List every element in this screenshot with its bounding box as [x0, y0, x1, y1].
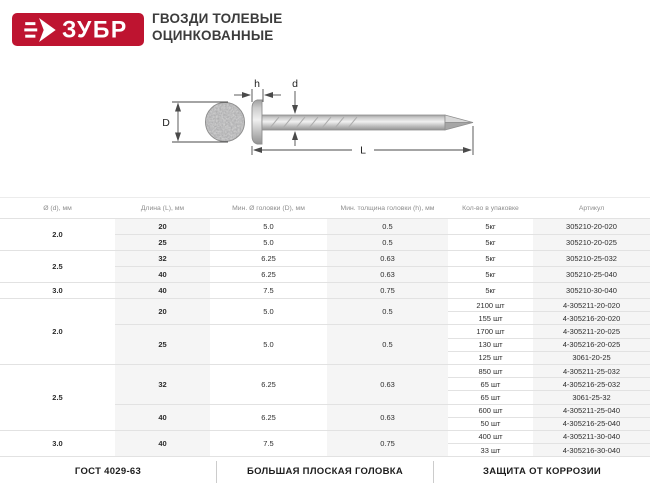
table-cell: 3.0 [0, 283, 115, 299]
dim-label-h: h [254, 78, 260, 90]
table-row [0, 283, 650, 299]
page-footer [0, 455, 650, 488]
column-header: Длина (L), мм [115, 198, 210, 219]
table-cell: 40 [115, 267, 210, 283]
table-cell: 5.0 [210, 299, 327, 325]
table-cell: 40 [115, 283, 210, 299]
table-cell: 4-305211-30-040 [533, 430, 650, 443]
table-cell: 2100 шт [448, 299, 533, 312]
table-cell: 4-305211-20-025 [533, 325, 650, 338]
table-cell: 5.0 [210, 219, 327, 235]
table-cell: 305210-25-040 [533, 267, 650, 283]
table-cell: 2.0 [0, 299, 115, 365]
table-cell: 32 [115, 364, 210, 404]
table-cell: 305210-20-025 [533, 235, 650, 251]
table-cell: 5кг [448, 219, 533, 235]
table-cell: 7.5 [210, 283, 327, 299]
table-cell: 5кг [448, 283, 533, 299]
table-cell: 4-305216-20-020 [533, 312, 650, 325]
table-cell: 4-305216-25-040 [533, 417, 650, 430]
footer-gost: ГОСТ 4029-63 [74, 466, 142, 477]
brand-logo [12, 13, 144, 46]
table-cell: 305210-20-020 [533, 219, 650, 235]
table-cell: 0.63 [327, 251, 448, 267]
table-cell: 4-305211-20-020 [533, 299, 650, 312]
table-cell: 4-305216-25-032 [533, 378, 650, 391]
column-header: Артикул [533, 198, 650, 219]
table-cell: 25 [115, 325, 210, 365]
table-cell: 0.5 [327, 219, 448, 235]
footer-corrosion: ЗАЩИТА ОТ КОРРОЗИИ [483, 466, 601, 477]
dim-label-D: D [162, 117, 170, 129]
brand-name: ЗУБР [62, 15, 128, 43]
page-title-line1: ГВОЗДИ ТОЛЕВЫЕ [152, 11, 283, 26]
table-cell: 4-305211-25-032 [533, 364, 650, 377]
column-header: Мин. Ø головки (D), мм [210, 198, 327, 219]
table-cell: 3061-25-32 [533, 391, 650, 404]
spec-table [0, 197, 650, 457]
table-cell: 3061-20-25 [533, 351, 650, 364]
table-cell: 2.5 [0, 364, 115, 430]
table-cell: 20 [115, 219, 210, 235]
spec-table-header-row [0, 198, 650, 219]
table-cell: 4-305211-25-040 [533, 404, 650, 417]
table-cell: 0.5 [327, 325, 448, 365]
dim-label-d: d [292, 78, 298, 90]
table-cell: 0.63 [327, 267, 448, 283]
table-cell: 5.0 [210, 325, 327, 365]
table-cell: 7.5 [210, 430, 327, 456]
table-cell: 125 шт [448, 351, 533, 364]
table-cell: 6.25 [210, 251, 327, 267]
dim-label-L: L [360, 144, 366, 157]
table-cell: 5.0 [210, 235, 327, 251]
table-cell: 6.25 [210, 267, 327, 283]
table-cell: 50 шт [448, 417, 533, 430]
table-cell: 305210-25-032 [533, 251, 650, 267]
table-row [0, 251, 650, 267]
column-header: Мин. толщина головки (h), мм [327, 198, 448, 219]
nail-head-top-view [206, 103, 245, 142]
table-row [0, 219, 650, 235]
page-title [152, 10, 282, 44]
column-header: Ø (d), мм [0, 198, 115, 219]
brand-arrow-icon [24, 18, 56, 42]
table-cell: 0.5 [327, 235, 448, 251]
table-cell: 33 шт [448, 444, 533, 457]
table-cell: 25 [115, 235, 210, 251]
table-cell: 305210-30-040 [533, 283, 650, 299]
table-cell: 5кг [448, 235, 533, 251]
table-cell: 32 [115, 251, 210, 267]
table-cell: 1700 шт [448, 325, 533, 338]
table-cell: 850 шт [448, 364, 533, 377]
table-row [0, 299, 650, 312]
table-cell: 2.0 [0, 219, 115, 251]
table-cell: 0.5 [327, 299, 448, 325]
table-cell: 2.5 [0, 251, 115, 283]
table-cell: 40 [115, 404, 210, 430]
table-cell: 5кг [448, 267, 533, 283]
table-cell: 20 [115, 299, 210, 325]
spec-table-body [0, 219, 650, 457]
table-cell: 0.63 [327, 364, 448, 404]
table-cell: 0.63 [327, 404, 448, 430]
table-cell: 4-305216-30-040 [533, 444, 650, 457]
table-cell: 65 шт [448, 378, 533, 391]
table-cell: 5кг [448, 251, 533, 267]
table-row [0, 364, 650, 377]
table-cell: 600 шт [448, 404, 533, 417]
table-cell: 40 [115, 430, 210, 456]
table-cell: 4-305216-20-025 [533, 338, 650, 351]
nail-side-view [252, 100, 473, 144]
table-cell: 6.25 [210, 364, 327, 404]
table-cell: 3.0 [0, 430, 115, 456]
table-cell: 0.75 [327, 283, 448, 299]
table-cell: 400 шт [448, 430, 533, 443]
column-header: Кол-во в упаковке [448, 198, 533, 219]
page-title-line2: ОЦИНКОВАННЫЕ [152, 28, 274, 43]
footer-flat-head: БОЛЬШАЯ ПЛОСКАЯ ГОЛОВКА [246, 466, 404, 477]
table-cell: 6.25 [210, 404, 327, 430]
table-cell: 130 шт [448, 338, 533, 351]
nail-technical-drawing [0, 62, 650, 194]
table-cell: 155 шт [448, 312, 533, 325]
table-cell: 0.75 [327, 430, 448, 456]
table-row [0, 430, 650, 443]
table-cell: 65 шт [448, 391, 533, 404]
